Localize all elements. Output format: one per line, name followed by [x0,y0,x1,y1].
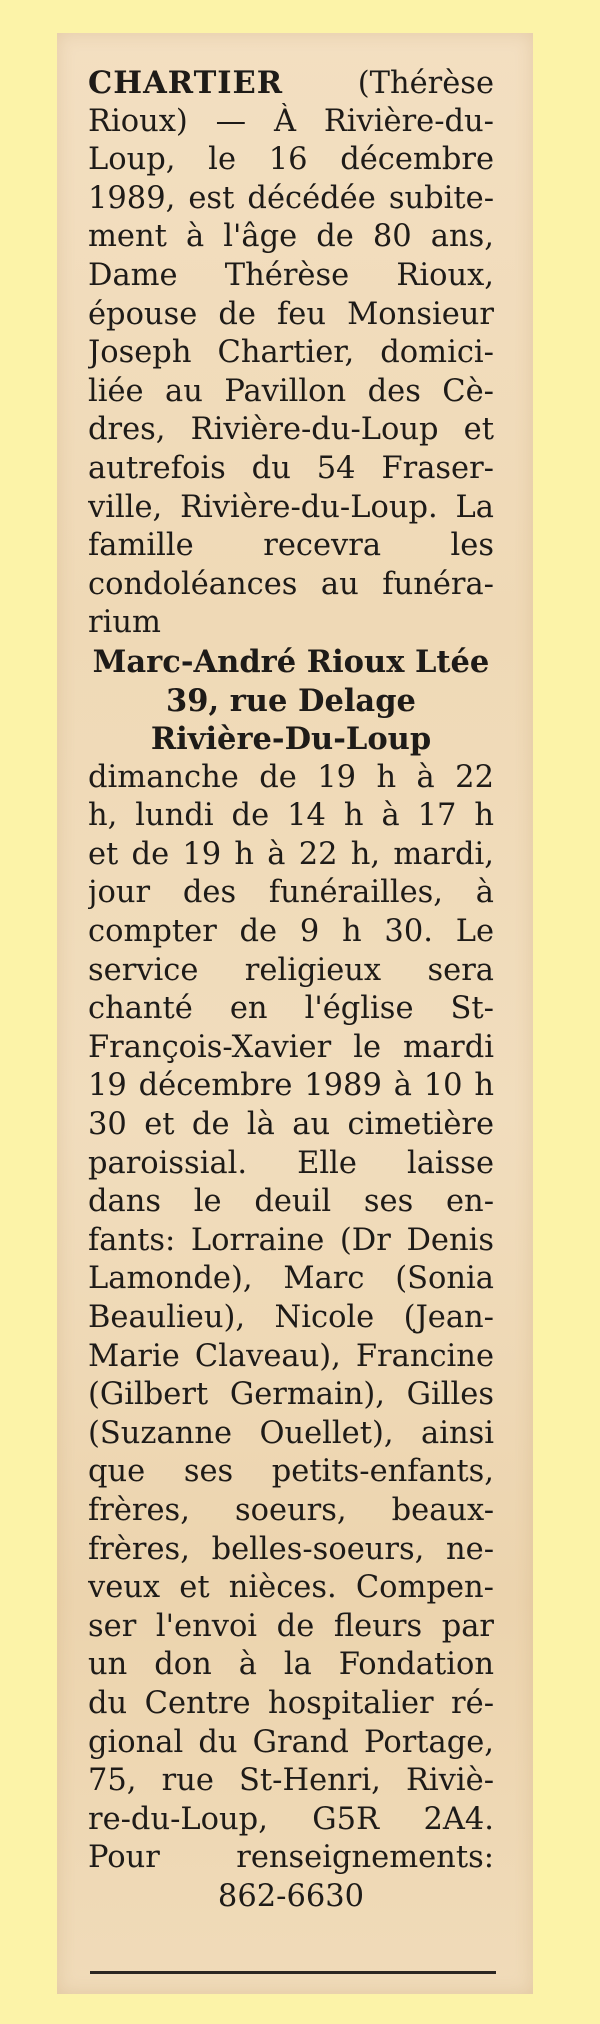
funeral-home-street: 39, rue Delage [166,682,416,719]
obituary-line: chanté en l'église St- [88,991,494,1027]
obituary-line: frères, belles-soeurs, ne- [88,1531,494,1567]
obituary-line: frères, soeurs, beaux- [88,1492,494,1528]
obituary-line: dans le deuil ses en- [88,1184,494,1220]
obituary-line: re-du-Loup, G5R 2A4. [88,1801,494,1837]
obituary-line: Marie Claveau), Francine [88,1338,494,1374]
obituary-line: dimanche de 19 h à 22 [88,759,494,795]
obituary-line: paroissial. Elle laisse [88,1145,494,1181]
obituary-line: 30 et de là au cimetière [88,1107,494,1143]
obituary-line: CHARTIER (Thérèse [88,65,494,101]
funeral-home-name: Marc-André Rioux Ltée [92,643,490,680]
obituary-line: et de 19 h à 22 h, mardi, [88,836,494,872]
phone-number: 862-6630 [217,1878,365,1914]
obituary-line: ville, Rivière-du-Loup. La [88,489,494,525]
obituary-line: Dame Thérèse Rioux, [88,257,494,293]
obituary-line: 75, rue St-Henri, Riviè- [88,1763,494,1799]
obituary-line: liée au Pavillon des Cè- [88,373,494,409]
obituary-line: dres, Rivière-du-Loup et [88,412,494,448]
obituary-line: Loup, le 16 décembre [88,142,494,178]
obituary-line: gional du Grand Portage, [88,1724,494,1760]
obituary-line: compter de 9 h 30. Le [88,914,494,950]
obituary-text [88,64,494,1917]
obituary-line: Rioux) — À Rivière-du- [88,103,494,139]
obituary-line: épouse de feu Monsieur [88,296,494,332]
obituary-line: Beaulieu), Nicole (Jean- [88,1300,494,1335]
obituary-line: (Gilbert Germain), Gilles [88,1377,494,1413]
obituary-line: François-Xavier le mardi [88,1029,494,1065]
obituary-line: Pour renseignements: [88,1840,494,1876]
bottom-rule [90,1971,496,1974]
funeral-home-city: Rivière-Du-Loup [150,721,432,758]
obituary-line: ment à l'âge de 80 ans, [88,219,494,255]
obituary-line: du Centre hospitalier ré- [88,1685,494,1721]
obituary-line: Joseph Chartier, domici- [88,335,494,371]
obituary-line: ser l'envoi de fleurs par [88,1608,494,1644]
obituary-line: autrefois du 54 Fraser- [88,450,494,486]
obituary-line: jour des funérailles, à [88,875,494,911]
obituary-line: 19 décembre 1989 à 10 h [88,1068,494,1104]
obituary-line: famille recevra les [88,528,494,564]
obituary-line: veux et nièces. Compen- [88,1570,494,1606]
obituary-line: Lamonde), Marc (Sonia [88,1261,494,1297]
obituary-line: rium [88,605,161,641]
deceased-surname: CHARTIER [88,65,284,101]
obituary-line: condoléances au funéra- [88,566,494,602]
obituary-line: un don à la Fondation [88,1647,494,1683]
obituary-line: 1989, est décédée subite- [88,180,494,216]
obituary-line: (Suzanne Ouellet), ainsi [88,1415,494,1451]
obituary-line: que ses petits-enfants, [88,1454,494,1490]
obituary-line: service religieux sera [88,952,494,988]
obituary-line: h, lundi de 14 h à 17 h [88,798,494,834]
obituary-line: fants: Lorraine (Dr Denis [88,1222,494,1258]
